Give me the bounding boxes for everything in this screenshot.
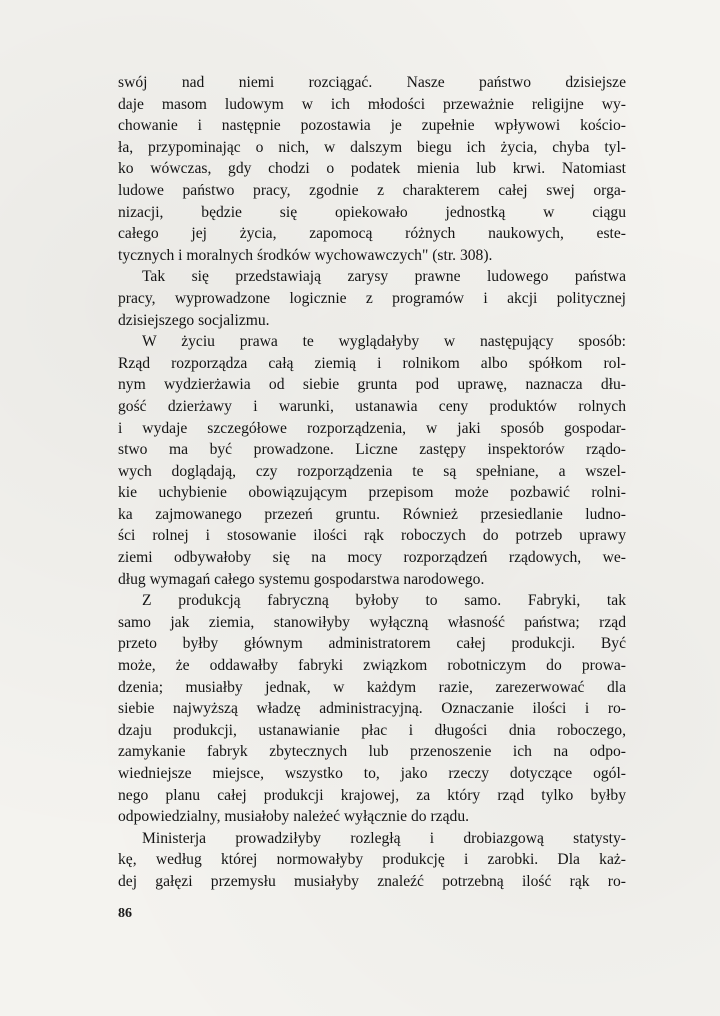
text-line: nym wydzierżawia od siebie grunta pod uprawę, naznacza dłu- (118, 376, 626, 394)
text-line: dług wymagań całego systemu gospodarstwa narodowego. (118, 570, 485, 588)
text-line: przeto byłby głównym administratorem całej produkcji. Być (118, 635, 626, 653)
text-line: Z produkcją fabryczną byłoby to samo. Fabryki, tak (142, 592, 626, 610)
paragraph (118, 590, 626, 828)
text-line: ła, przypominając o nich, w dalszym biegu ich życia, chyba tyl- (118, 138, 626, 156)
text-line: zamykanie fabryk zbytecznych lub przenoszenie ich na odpo- (118, 743, 626, 761)
text-line: dzisiejszego socjalizmu. (118, 311, 270, 329)
text-line: może, że oddawałby fabryki związkom robotniczym do prowa- (118, 657, 626, 675)
text-line: kę, według której normowałyby produkcję i zarobki. Dla każ- (118, 851, 626, 869)
text-line: ka zajmowanego przezeń gruntu. Również przesiedlanie ludno- (118, 505, 626, 523)
text-line: ludowe państwo pracy, zgodnie z charakterem całej swej orga- (118, 181, 626, 199)
text-line: samo jak ziemia, stanowiłyby wyłączną własność państwa; rząd (118, 613, 626, 631)
text-line: nizacji, będzie się opiekowało jednostką w ciągu (118, 203, 626, 221)
text-line: dzaju produkcji, ustanawianie płac i długości dnia roboczego, (118, 721, 626, 739)
text-line: gość dzierżawy i warunki, ustanawia ceny produktów rolnych (118, 397, 626, 415)
page-number: 86 (118, 906, 132, 921)
body-text (118, 72, 626, 893)
text-line: nego planu całej produkcji krajowej, za który rząd tylko byłby (118, 786, 626, 804)
text-line: chowanie i następnie pozostawia je zupełnie wpływowi kościo- (118, 117, 626, 135)
text-line: siebie najwyższą władzę administracyjną. Oznaczanie ilości i ro- (118, 700, 626, 718)
text-line: wiedniejsze miejsce, wszystko to, jako rzeczy dotyczące ogól- (118, 765, 626, 782)
paragraph (118, 72, 626, 266)
text-line: W życiu prawa te wyglądałyby w następujący sposób: (142, 333, 626, 351)
text-line: odpowiedzialny, musiałoby należeć wyłącznie do rządu. (118, 808, 470, 826)
text-line: Rząd rozporządza całą ziemią i rolnikom albo spółkom rol- (118, 354, 626, 372)
text-line: Ministerja prowadziłyby rozległą i drobiazgową statysty- (142, 829, 626, 847)
text-line: i wydaje szczegółowe rozporządzenia, w jaki sposób gospodar- (118, 419, 626, 437)
text-line: kie uchybienie obowiązującym przepisom może pozbawić rolni- (118, 484, 626, 502)
paragraph (118, 828, 626, 893)
text-line: ziemi odbywałoby się na mocy rozporządzeń rządowych, we- (118, 549, 626, 567)
text-line: stwo ma być prowadzone. Liczne zastępy inspektorów rządo- (118, 441, 626, 459)
text-line: dzenia; musiałby jednak, w każdym razie, zarezerwować dla (118, 678, 626, 696)
text-line: wych doglądają, czy rozporządzenia te są spełniane, a wszel- (118, 462, 626, 480)
text-line: swój nad niemi rozciągać. Nasze państwo dzisiejsze (118, 74, 626, 91)
paragraph (118, 331, 626, 590)
text-line: ko wówczas, gdy chodzi o podatek mienia lub krwi. Natomiast (118, 160, 626, 178)
text-line: pracy, wyprowadzone logicznie z programów i akcji politycznej (118, 289, 626, 307)
text-line: dej gałęzi przemysłu musiałyby znaleźć potrzebną ilość rąk ro- (118, 872, 626, 890)
text-line: Tak się przedstawiają zarysy prawne ludowego państwa (142, 268, 626, 286)
text-line: tycznych i moralnych środków wychowawczych" (str. 308). (118, 246, 493, 264)
paragraph (118, 266, 626, 331)
text-line: całego jej życia, zapomocą różnych naukowych, este- (118, 225, 626, 243)
text-line: daje masom ludowym w ich młodości przeważnie religijne wy- (118, 95, 626, 113)
text-line: ści rolnej i stosowanie ilości rąk roboczych do potrzeb uprawy (118, 527, 626, 545)
